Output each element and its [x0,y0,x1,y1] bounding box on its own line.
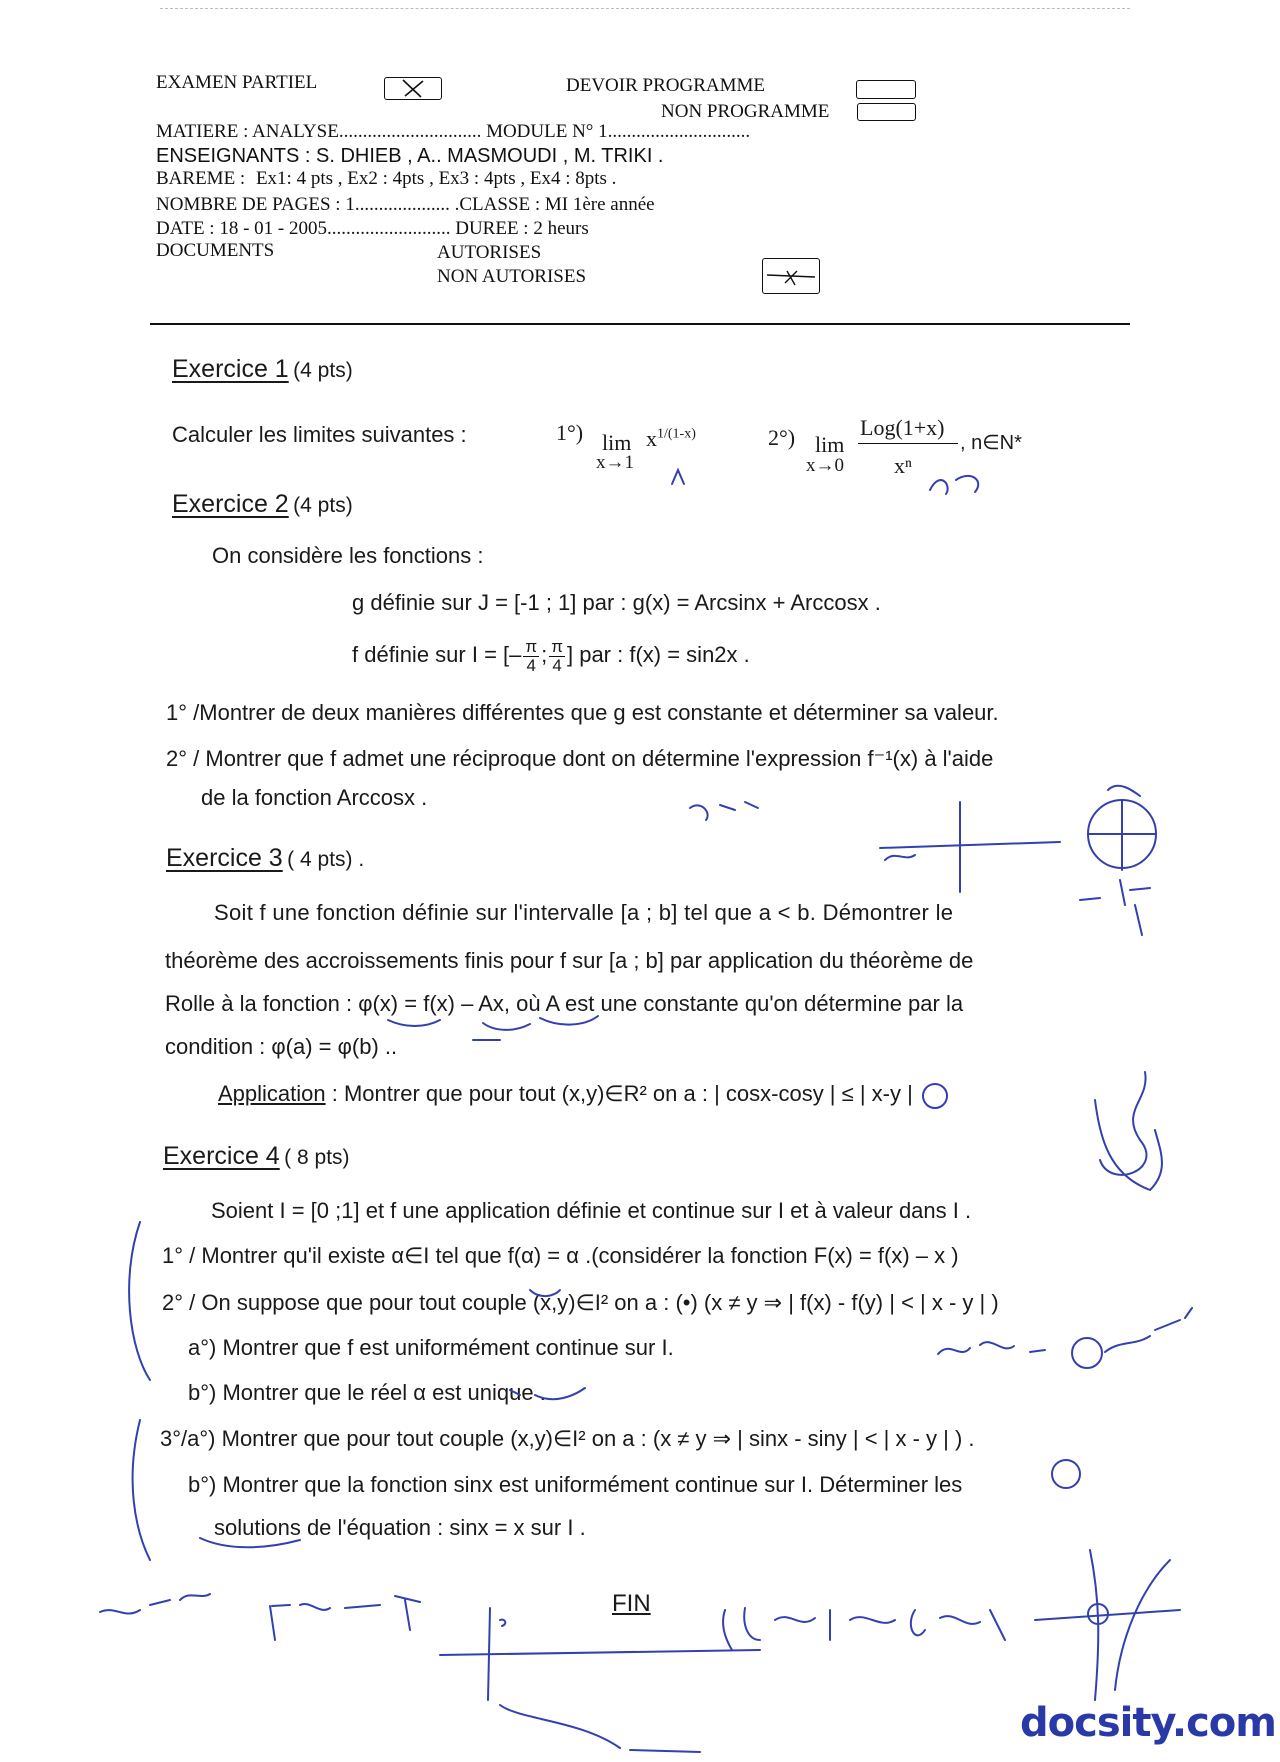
bareme-label: BAREME : [156,168,246,189]
ex3-points: ( 4 pts) . [287,848,365,871]
ex2-question-2b: de la fonction Arccosx . [201,785,428,810]
ex1-item2-condition: , n∈N* [960,432,1022,454]
ex1-item1-sub: x→1 [596,452,634,473]
ex2-points: (4 pts) [293,494,353,517]
ex2-question-2a: 2° / Montrer que f admet une réciproque dont on détermine l'expression f⁻¹(x) à l'aide [166,746,994,771]
ex3-title: Exercice 3 [166,844,283,872]
ex4-question-3b-line2: solutions de l'équation : sinx = x sur I . [214,1515,586,1540]
header-nombre-pages: NOMBRE DE PAGES : 1.................... .CLASSE : MI 1ère année [156,194,655,215]
ex1-points: (4 pts) [293,359,353,382]
ex1-item2-lim: lim [815,432,845,457]
ex2-frac-left-num: π [525,637,538,656]
ex2-frac-right-den: 4 [552,655,562,675]
ex3-paragraph-1: Soit f une fonction définie sur l'intervalle [a ; b] tel que a < b. Démontrer le [214,900,954,925]
ex3-paragraph-3: Rolle à la fonction : φ(x) = f(x) – Ax, où A est une constante qu'on détermine par la [165,991,964,1016]
ex4-question-1: 1° / Montrer qu'il existe α∈I tel que f(α) = α .(considérer la fonction F(x) = f(x) – x ) [162,1243,959,1268]
header-examen-partiel: EXAMEN PARTIEL [156,72,318,93]
docsity-watermark: docsity.com [1020,1700,1276,1746]
ex1-item2-denominator: xⁿ [894,453,912,478]
ex2-frac-left-den: 4 [526,655,536,675]
ex1-prompt: Calculer les limites suivantes : [172,422,467,447]
ex2-g-definition: g définie sur J = [-1 ; 1] par : g(x) = Arcsinx + Arccosx . [352,590,881,615]
ex4-points: ( 8 pts) [284,1146,350,1169]
ex1-item2-sub: x→0 [806,455,844,476]
ex2-question-1: 1° /Montrer de deux manières différentes que g est constante et déterminer sa valeur. [166,700,999,725]
ex4-question-3a: 3°/a°) Montrer que pour tout couple (x,y)∈I² on a : (x ≠ y ⇒ | sinx - siny | < | x - y | ) . [160,1426,975,1451]
ex3-paragraph-4: condition : φ(a) = φ(b) .. [165,1034,398,1059]
ex2-frac-right-num: π [551,637,563,656]
ex3-paragraph-2: théorème des accroissements finis pour f sur [a ; b] par application du théorème de [165,948,974,973]
ex1-item1-number: 1°) [556,420,584,445]
header-date: DATE : 18 - 01 - 2005.......................... DUREE : 2 heurs [156,218,589,239]
ex1-item1-base: x [646,426,657,451]
bareme-values: Ex1: 4 pts , Ex2 : 4pts , Ex3 : 4pts , Ex4 : 8pts . [255,168,617,189]
ex1-item2-number: 2°) [768,425,796,450]
ex4-intro: Soient I = [0 ;1] et f une application définie et continue sur I et à valeur dans I . [211,1198,972,1223]
ex4-title: Exercice 4 [163,1142,280,1170]
header-enseignants: ENSEIGNANTS : S. DHIEB , A.. MASMOUDI , M. TRIKI . [156,145,664,167]
header-non-programme: NON PROGRAMME [661,101,830,122]
ex3-application-label: Application [218,1081,326,1106]
ex2-title: Exercice 2 [172,490,289,518]
ex2-f-def-start: f définie sur I = [ [352,642,510,668]
header-autorises: AUTORISES [437,242,542,263]
ex4-question-2a: a°) Montrer que f est uniformément continue sur I. [188,1335,674,1360]
header-matiere: MATIERE : ANALYSE.............................. MODULE N° 1.............................. [156,121,751,142]
ex1-item2-numerator: Log(1+x) [860,415,945,440]
ex1-title: Exercice 1 [172,355,289,383]
ex1-item1-lim: lim [602,430,632,455]
header-devoir-programme: DEVOIR PROGRAMME [566,75,765,96]
ex4-question-2b: b°) Montrer que le réel α est unique . [188,1380,546,1405]
ex2-intro: On considère les fonctions : [212,543,484,568]
ex1-item1-exponent: 1/(1-x) [657,426,696,442]
header-documents: DOCUMENTS [156,240,275,261]
ex2-f-definition: f définie sur I = [– $\frac{\pi}{4}$ ; $\frac{\pi}{4}$ ] par : f(x) = sin2x . [352,637,750,675]
ex4-question-3b-line1: b°) Montrer que la fonction sinx est uniformément continue sur I. Déterminer les [188,1472,963,1497]
fin-label: FIN [612,1590,651,1617]
ex4-question-2: 2° / On suppose que pour tout couple (x,y)∈I² on a : (•) (x ≠ y ⇒ | f(x) - f(y) | < | x - y | ) [162,1290,999,1315]
ex3-application-text: : Montrer que pour tout (x,y)∈R² on a : | cosx-cosy | ≤ | x-y | [325,1081,913,1106]
ex2-f-def-end: ] par : f(x) = sin2x . [566,642,750,668]
header-non-autorises: NON AUTORISES [437,266,587,287]
